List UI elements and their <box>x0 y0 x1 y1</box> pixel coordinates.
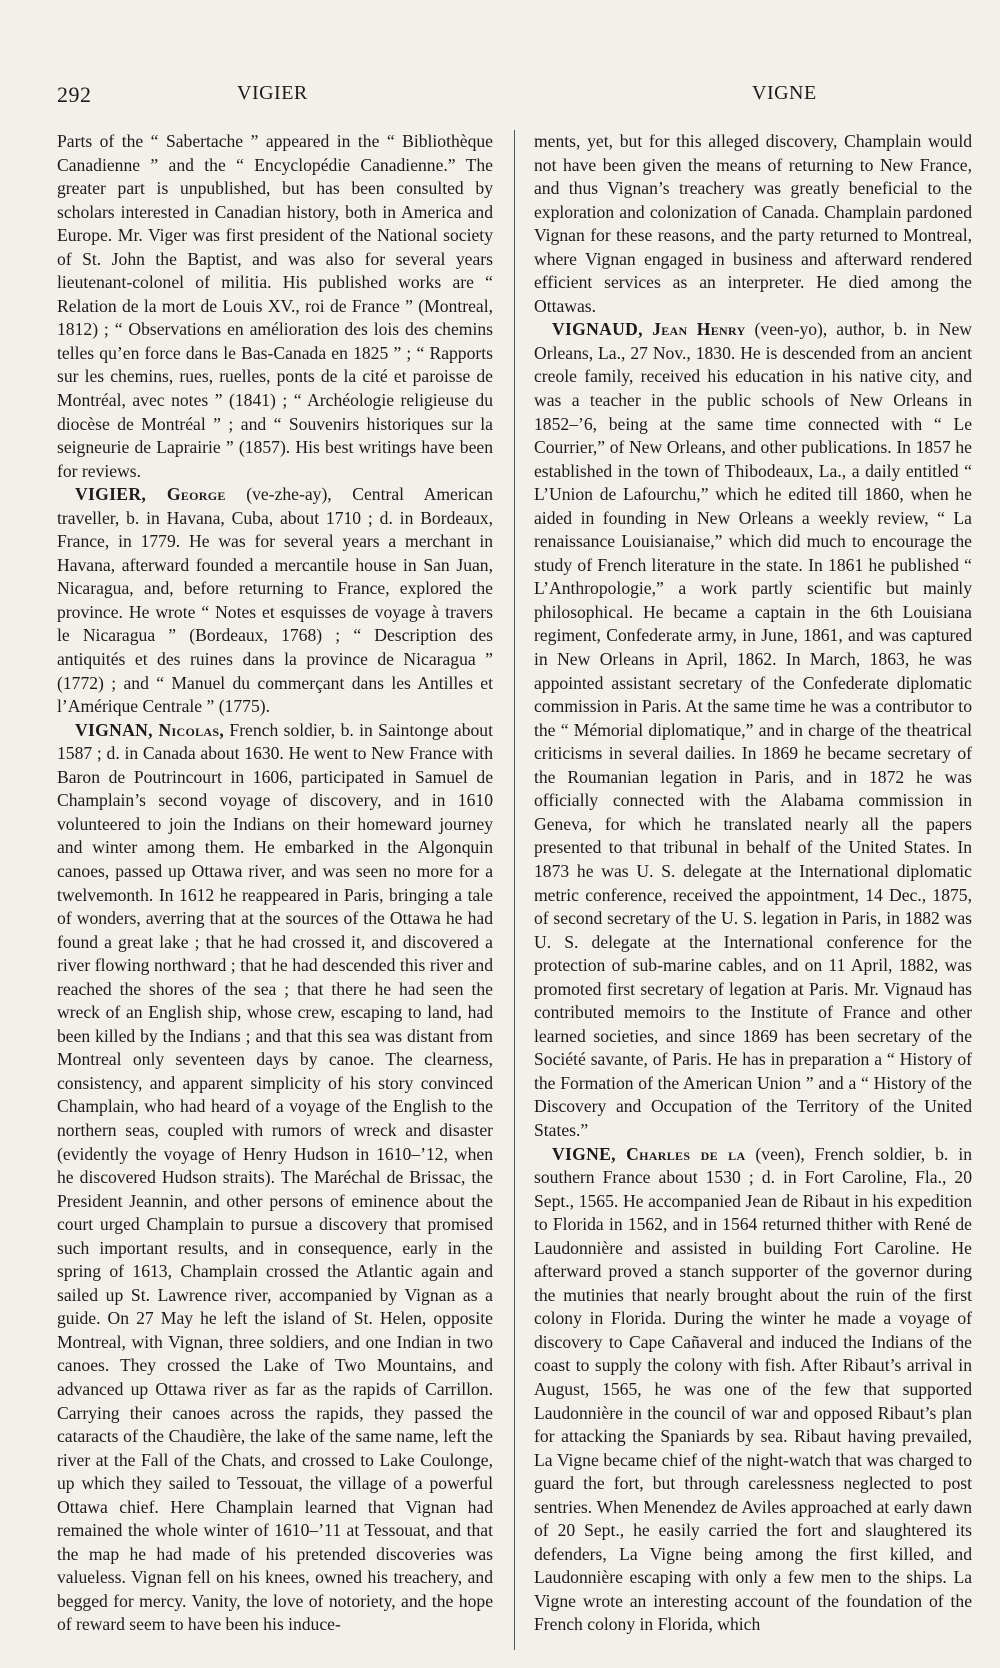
right-running-head: VIGNE <box>752 82 817 104</box>
running-header <box>57 82 972 116</box>
left-column <box>57 130 493 1637</box>
right-column <box>534 130 972 1637</box>
entry-vigne-text: (veen), French soldier, b. in southern France about 1530 ; d. in Fort Caroline, Fla., 20 Sept., 1565. He accompanied Jean de Ribaut in his expedition to Florida in 1562, and in 1564 returned thither with René de Laudonnière and assisted in building Fort Caroline. He afterward proved a stanch supporter of the governor during the mutinies that nearly brought about the ruin of the first colony in Florida. During the winter he made a voyage of discovery to Cape Cañaveral and induced the Indians of the coast to supply the colony with fish. After Ribaut’s arrival in August, 1565, he was one of the few that supported Laudonnière in the council of war and opposed Ribaut’s plan for attacking the Spaniards by sea. Ribaut having prevailed, La Vigne became chief of the night-watch that was charged to guard the fort, but through carelessness neglected to post sentries. When Menendez de Aviles approached at early dawn of 20 Sept., he easily carried the fort and slaughtered its defenders, La Vigne being among the first killed, and Laudonnière escaping with only a few men to the ships. La Vigne wrote an interesting account of the foundation of the French colony in Florida, which <box>534 1143 973 1635</box>
entry-vignan-text: French soldier, b. in Saintonge about 1587 ; d. in Canada about 1630. He went to New France with Baron de Poutrincourt in 1606, participated in Samuel de Champlain’s second voyage of discovery, and in 1610 volunteered to join the Indians on their homeward journey and winter among them. He embarked in the Algonquin canoes, passed up Ottawa river, and was seen no more for a twelvemonth. In 1612 he reappeared in Paris, bringing a tale of wonders, averring that at the sources of the Ottawa he had found a great lake ; that he had crossed it, and discovered a river flowing northward ; that he had descended this river and reached the shores of the sea ; that there he had seen the wreck of an English ship, whose crew, escaping to land, had been killed by the Indians ; and that this sea was distant from Montreal only seventeen days by canoe. The clearness, consistency, and apparent simplicity of his story convinced Champlain, who had heard of a voyage of the English to the northern seas, coupled with rumors of wreck and disaster (evidently the voyage of Henry Hudson in 1610–’12, when he discovered Hudson straits). The Maréchal de Brissac, the President Jeannin, and other persons of eminence about the court urged Champlain to pursue a discovery that promised such important results, and in consequence, early in the spring of 1613, Champlain crossed the Atlantic again and sailed up St. Lawrence river, accompanied by Vignan as a guide. On 27 May he left the island of St. Helen, opposite Montreal, with Vignan, three soldiers, and one Indian in two canoes. They crossed the Lake of Two Mountains, and advanced up Ottawa river as far as the rapids of Carrillon. Carrying their canoes across the rapids, they passed the cataracts of the Chaudière, the lake of the same name, left the river at the Fall of the Chats, and crossed to Lake Coulonge, up which they sailed to Tessouat, the village of a powerful Ottawa chief. Here Champlain learned that Vignan had remained the whole winter of 1610–’11 at Tessouat, and that the map he had made of his pretended discoveries was valueless. Vignan fell on his knees, owned his treachery, and begged for mercy. Vanity, the love of notoriety, and the hope of reward seem to have been his induce- <box>57 719 493 1635</box>
page-number: 292 <box>57 82 92 107</box>
entry-vigne <box>534 1143 972 1637</box>
left-running-head: VIGIER <box>237 82 308 104</box>
entry-vigier-text: (ve-zhe-ay), Central American traveller, b. in Havana, Cuba, about 1710 ; d. in Bordeaux, France, in 1779. He was for several years a merchant in Havana, afterward founded a mercantile house in San Juan, Nicaragua, and, before returning to France, explored the province. He wrote “ Notes et esquisses de voyage à travers le Nicaragua ” (Bordeaux, 1768) ; “ Description des antiquités et des ruines dans la province de Nicaragua ” (1772) ; and “ Manuel du commerçant dans les Antilles et l’Amérique Centrale ” (1775). <box>57 484 493 717</box>
entry-vigne-headword: VIGNE, Charles de la <box>552 1143 746 1164</box>
entry-vigier <box>57 483 493 718</box>
entry-vignan <box>57 719 493 1637</box>
entry-vignan-headword: VIGNAN, Nicolas, <box>75 719 225 740</box>
column-divider <box>514 130 515 1650</box>
entry-vignaud-headword: VIGNAUD, Jean Henry <box>552 319 746 340</box>
entry-vigier-headword: VIGIER, George <box>75 484 226 505</box>
entry-vignaud-text: (veen-yo), author, b. in New Orleans, La., 27 Nov., 1830. He is descended from an ancient creole family, received his education in his native city, and was a teacher in the public schools of New Orleans in 1852–’6, being at the same time connected with “ Le Courrier,” of New Orleans, and other publications. In 1857 he established in the town of Thibodeaux, La., a daily entitled “ L’Union de Lafourchu,” which he edited till 1860, when he aided in founding in New Orleans a weekly review, “ La renaissance Louisianaise,” which did much to encourage the study of French literature in the state. In 1861 he published “ L’Anthropologie,” a work partly scientific but mainly philosophical. He became a captain in the 6th Louisiana regiment, Confederate army, in June, 1861, and was captured in New Orleans in April, 1862. In March, 1863, he was appointed assistant secretary of the Confederate diplomatic commission in Paris. At the same time he was a contributor to the “ Mémorial diplomatique,” and in charge of the theatrical criticisms in several dailies. In 1869 he became secretary of the Roumanian legation in Paris, and in 1872 he was officially connected with the Alabama commission in Geneva, for which he translated nearly all the papers presented to that tribunal in behalf of the United States. In 1873 he was U. S. delegate at the International diplomatic metric conference, received the appointment, 14 Dec., 1875, of second secretary of the U. S. legation in Paris, in 1882 was U. S. delegate at the International conference for the protection of sub-marine cables, and on 11 April, 1882, was promoted first secretary of legation at Paris. Mr. Vignaud has contributed memoirs to the Institute of France and other learned societies, and since 1869 has been secretary of the Société savante, of Paris. He has in preparation a “ History of the Formation of the American Union ” and a “ History of the Discovery and Occupation of the Territory of the United States.” <box>534 319 973 1140</box>
entry-vignaud <box>534 318 972 1142</box>
entry-vignan-continued: ments, yet, but for this alleged discovery, Champlain would not have been given the means of returning to New France, and thus Vignan’s treachery was greatly beneficial to the exploration and colonization of Canada. Champlain pardoned Vignan for these reasons, and the party returned to Montreal, where Vignan engaged in business and afterward rendered efficient services as an interpreter. He died among the Ottawas. <box>534 131 972 316</box>
entry-viger-continued: Parts of the “ Sabertache ” appeared in the “ Bibliothèque Canadienne ” and the “ Encyclopédie Canadienne.” The greater part is unpublished, but has been consulted by scholars interested in Canadian history, both in America and Europe. Mr. Viger was first president of the National society of St. John the Baptist, and was also for several years lieutenant-colonel of militia. His published works are “ Relation de la mort de Louis XV., roi de France ” (Montreal, 1812) ; “ Observations en amélioration des lois des chemins telles qu’en force dans le Bas-Canada en 1825 ” ; “ Rapports sur les chemins, rues, ruelles, ponts de la cité et paroisse de Montréal, avec notes ” (1841) ; “ Archéologie religieuse du diocèse de Montréal ” ; and “ Souvenirs historiques sur la seigneurie de Laprairie ” (1857). His best writings have been for reviews. <box>57 131 493 481</box>
